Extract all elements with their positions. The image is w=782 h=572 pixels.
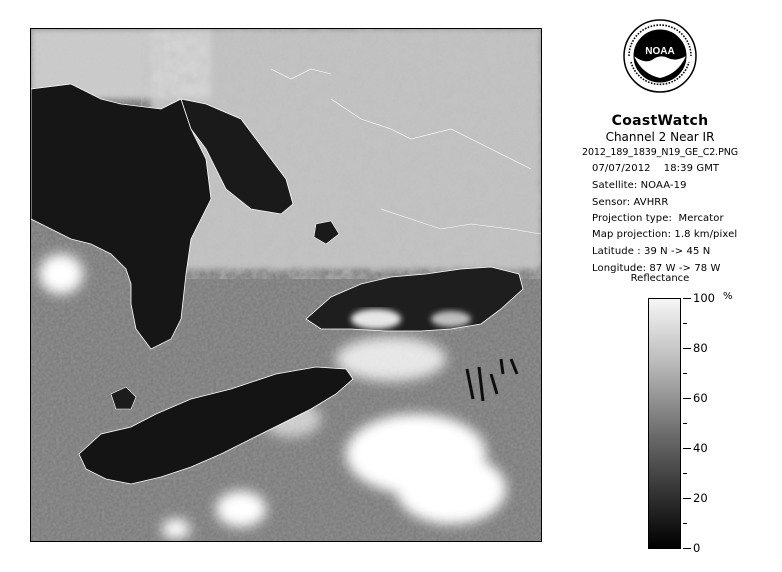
- tick-label: 0: [693, 541, 701, 555]
- lakes-map: [31, 29, 541, 541]
- latitude-range: Latitude : 39 N -> 45 N: [592, 246, 711, 257]
- tick-100: [683, 298, 691, 299]
- tick-0: [683, 548, 691, 549]
- tick-40: [683, 448, 691, 449]
- projection-type: Projection type: Mercator: [592, 213, 724, 224]
- tick-label: 100: [693, 291, 715, 305]
- tick-label: 60: [693, 391, 708, 405]
- noaa-logo-text: NOAA: [645, 46, 675, 57]
- satellite-image: [30, 28, 542, 542]
- satellite-label: Satellite: NOAA-19: [592, 180, 687, 191]
- map-projection: Map projection: 1.8 km/pixel: [592, 229, 738, 240]
- noaa-logo-icon: [622, 18, 698, 94]
- tick-label: 20: [693, 491, 708, 505]
- date-time: 07/07/2012 18:39 GMT: [592, 163, 720, 174]
- channel-label: Channel 2 Near IR: [605, 130, 715, 144]
- tick-20: [683, 498, 691, 499]
- tick-60: [683, 398, 691, 399]
- sensor-label: Sensor: AVHRR: [592, 197, 669, 208]
- file-name: 2012_189_1839_N19_GE_C2.PNG: [582, 147, 738, 158]
- product-title: CoastWatch: [611, 113, 709, 129]
- tick-80: [683, 348, 691, 349]
- scale-unit: %: [723, 291, 733, 302]
- tick-label: 40: [693, 441, 708, 455]
- scale-title: Reflectance: [630, 273, 690, 284]
- tick-label: 80: [693, 341, 708, 355]
- longitude-range: Longitude: 87 W -> 78 W: [592, 263, 721, 274]
- reflectance-colorbar: [648, 298, 681, 549]
